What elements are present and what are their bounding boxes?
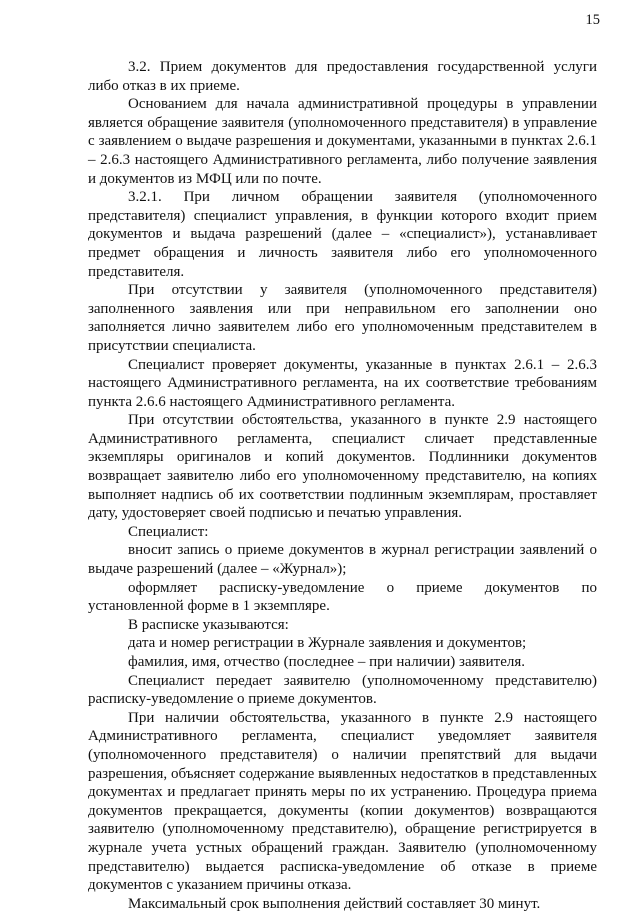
paragraph-missing-application: При отсутствии у заявителя (уполномоченного представителя) заполненного заявления или при неправильном его заполнении оно заполняется лично заявителем либо его уполномоченным представителем в присутствии специалиста. bbox=[88, 282, 597, 354]
paragraph-document-check: Специалист проверяет документы, указанные в пунктах 2.6.1 – 2.6.3 настоящего Административного регламента, на их соответствие требованиям пункта 2.6.6 настоящего Административного регламента. bbox=[88, 356, 597, 410]
paragraph-receipt-handover: Специалист передает заявителю (уполномоченному представителю) расписку-уведомление о приеме документов. bbox=[88, 672, 597, 708]
paragraph-receipt-name: фамилия, имя, отчество (последнее – при наличии) заявителя. bbox=[128, 654, 525, 670]
paragraph-basis: Основанием для начала административной процедуры в управлении является обращение заявителя (уполномоченного представителя) в управление с заявлением о выдаче разрешения и документами, указанными в пунктах 2.6.1 – 2.6.3 настоящего Административного регламента, либо получение заявления и документов из МФЦ или по почте. bbox=[88, 96, 597, 187]
paragraph-receipt-date-number: дата и номер регистрации в Журнале заявления и документов; bbox=[128, 635, 527, 652]
paragraph-obstacle-present: При наличии обстоятельства, указанного в пункте 2.9 настоящего Административного регламента, специалист уведомляет заявителя (уполномоченного представителя) о наличии препятствий для выдачи разрешения, объясняет содержание выявленных недостатков в представленных документах и предлагает принять меры по их устранению. Процедура приема документов прекращается, документы (копии документов) возвращаются заявителю (уполномоченному представителю), обращение регистрируется в журнале учета устных обращений граждан. Заявителю (уполномоченному представителю) выдается расписка-уведомление об отказе в приеме документов с указанием причины отказа. bbox=[88, 709, 597, 894]
paragraph-specialist-label: Специалист: bbox=[128, 523, 209, 540]
page-number: 15 bbox=[585, 12, 600, 28]
section-heading-3-2: 3.2. Прием документов для предоставления государственной услуги либо отказ в их приеме. bbox=[88, 59, 597, 94]
paragraph-3-2-1: 3.2.1. При личном обращении заявителя (уполномоченного представителя) специалист управления, в функции которого входит прием документов и выдача разрешений (далее – «специалист»), устанавливает предмет обращения и личность заявителя либо его уполномоченного представителя. bbox=[88, 189, 597, 280]
paragraph-journal-entry: вносит запись о приеме документов в журнал регистрации заявлений о выдаче разрешений (далее – «Журнал»); bbox=[88, 542, 597, 578]
paragraph-max-duration: Максимальный срок выполнения действий составляет 30 минут. bbox=[128, 895, 541, 912]
paragraph-receipt-contents-label: В расписке указываются: bbox=[128, 616, 289, 633]
paragraph-no-obstacle: При отсутствии обстоятельства, указанного в пункте 2.9 настоящего Административного регламента, специалист сличает представленные экземпляры оригиналов и копий документов. Подлинники документов возвращает заявителю либо его уполномоченному представителю, на копиях выполняет надпись об их соответствии подлинным экземплярам, проставляет дату, удостоверяет своей подписью и печатью управления. bbox=[88, 412, 597, 522]
paragraph-receipt-form: оформляет расписку-уведомление о приеме документов по установленной форме в 1 экземпляре. bbox=[88, 579, 597, 615]
document-body bbox=[88, 58, 597, 913]
